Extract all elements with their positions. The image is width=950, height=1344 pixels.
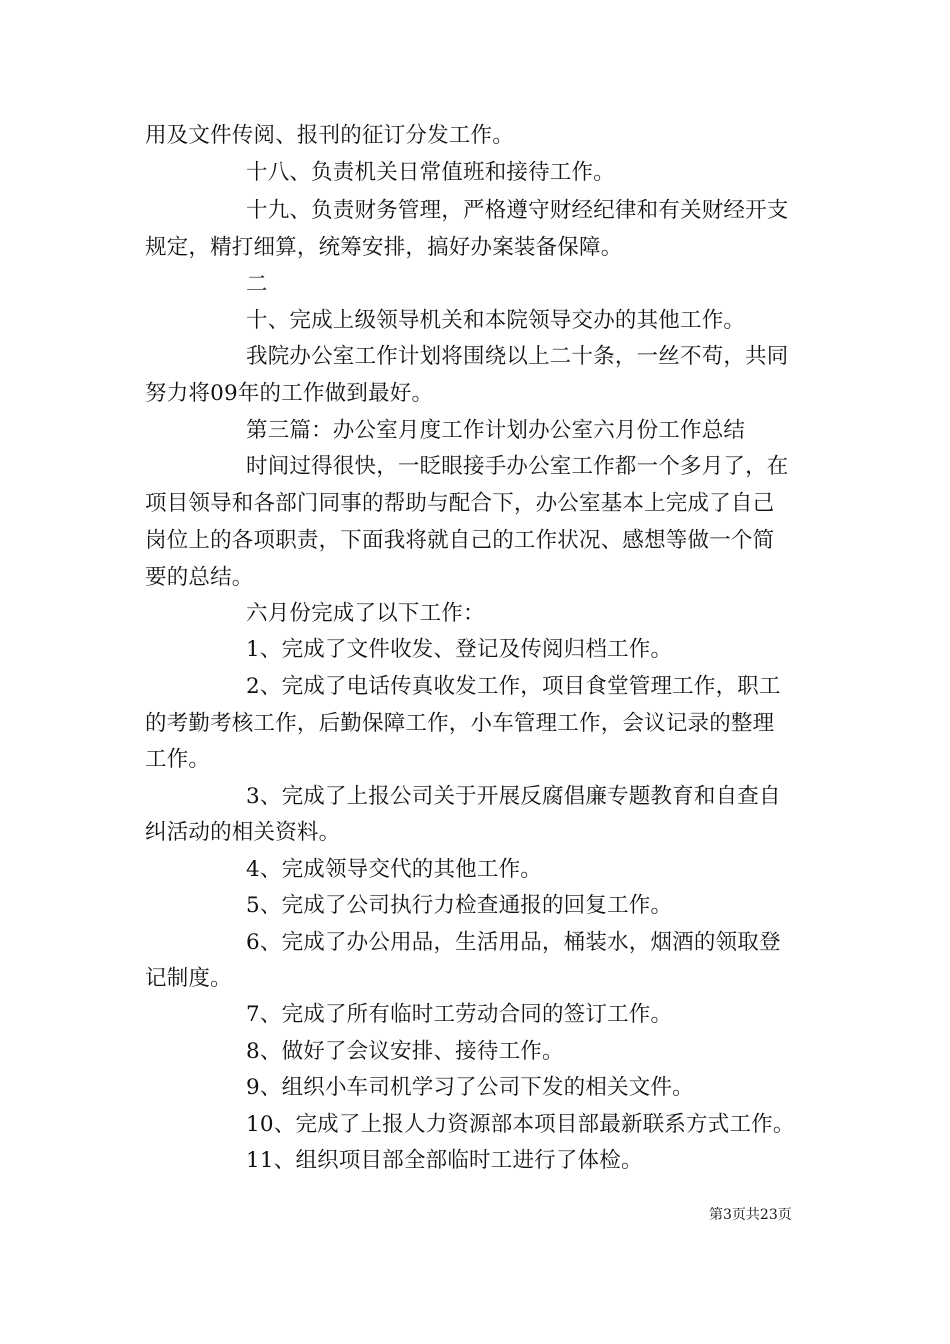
text-line: 十九、负责财务管理，严格遵守财经纪律和有关财经开支 (246, 198, 789, 223)
list-item: 9、组织小车司机学习了公司下发的相关文件。 (246, 1075, 694, 1100)
text-line: 岗位上的各项职责，下面我将就自己的工作状况、感想等做一个简 (145, 528, 775, 553)
list-item: 2、完成了电话传真收发工作，项目食堂管理工作，职工 (246, 674, 781, 699)
text-line: 努力将09年的工作做到最好。 (145, 381, 434, 406)
text-line: 规定，精打细算，统筹安排，搞好办案装备保障。 (145, 235, 623, 260)
list-item: 5、完成了公司执行力检查通报的回复工作。 (246, 893, 673, 918)
list-item: 6、完成了办公用品，生活用品，桶装水，烟酒的领取登 (246, 930, 781, 955)
text-line: 时间过得很快，一眨眼接手办公室工作都一个多月了，在 (246, 454, 789, 479)
text-line: 二 (246, 272, 268, 297)
list-item: 1、完成了文件收发、登记及传阅归档工作。 (246, 637, 673, 662)
text-line: 工作。 (145, 747, 211, 772)
text-line: 六月份完成了以下工作： (246, 601, 485, 626)
text-line: 我院办公室工作计划将围绕以上二十条，一丝不苟，共同 (246, 344, 789, 369)
text-line: 纠活动的相关资料。 (145, 820, 341, 845)
list-item: 11、组织项目部全部临时工进行了体检。 (246, 1148, 643, 1173)
section-heading: 第三篇：办公室月度工作计划办公室六月份工作总结 (246, 418, 746, 443)
text-line: 十、完成上级领导机关和本院领导交办的其他工作。 (246, 308, 746, 333)
text-line: 记制度。 (145, 966, 232, 991)
text-line: 用及文件传阅、报刊的征订分发工作。 (145, 123, 514, 148)
text-line: 十八、负责机关日常值班和接待工作。 (246, 160, 615, 185)
page-number: 第3页共23页 (709, 1207, 792, 1223)
list-item: 4、完成领导交代的其他工作。 (246, 857, 542, 882)
list-item: 3、完成了上报公司关于开展反腐倡廉专题教育和自查自 (246, 784, 781, 809)
text-line: 的考勤考核工作，后勤保障工作，小车管理工作，会议记录的整理 (145, 711, 775, 736)
text-line: 项目领导和各部门同事的帮助与配合下，办公室基本上完成了自己 (145, 491, 775, 516)
list-item: 8、做好了会议安排、接待工作。 (246, 1039, 564, 1064)
list-item: 7、完成了所有临时工劳动合同的签订工作。 (246, 1002, 673, 1027)
text-line: 要的总结。 (145, 565, 254, 590)
list-item: 10、完成了上报人力资源部本项目部最新联系方式工作。 (246, 1112, 795, 1137)
